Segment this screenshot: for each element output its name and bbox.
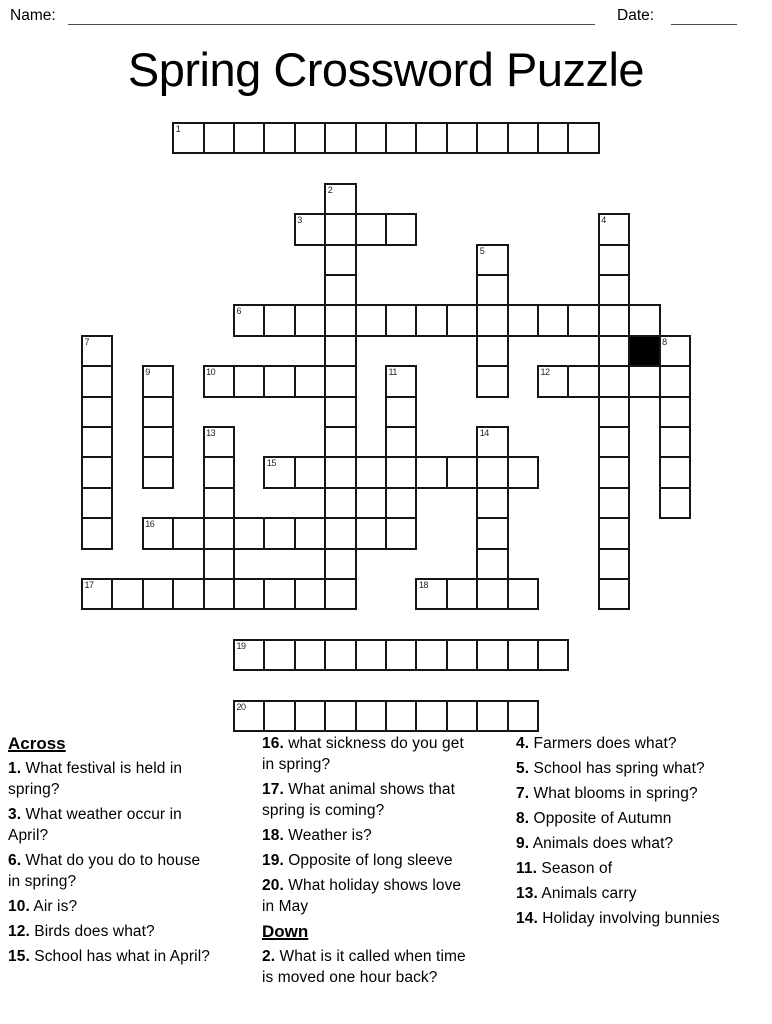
grid-cell-r6-c10[interactable] xyxy=(385,304,417,336)
grid-cell-r12-c13[interactable] xyxy=(476,487,508,519)
cell-number-4: 4 xyxy=(601,215,606,226)
grid-cell-r14-c4[interactable] xyxy=(203,548,235,580)
cell-number-11: 11 xyxy=(388,367,397,378)
grid-cell-r17-c9[interactable] xyxy=(355,639,387,671)
grid-cell-r15-c3[interactable] xyxy=(172,578,204,610)
grid-cell-r3-c9[interactable] xyxy=(355,213,387,245)
grid-cell-r13-c4[interactable] xyxy=(203,517,235,549)
clue-across-15: 15. School has what in April? xyxy=(8,948,210,965)
grid-cell-r7-c8[interactable] xyxy=(324,335,356,367)
grid-cell-r6-c7[interactable] xyxy=(294,304,326,336)
grid-cell-r17-c7[interactable] xyxy=(294,639,326,671)
grid-cell-r19-c10[interactable] xyxy=(385,700,417,732)
grid-cell-r11-c6[interactable] xyxy=(263,456,295,488)
grid-cell-r19-c11[interactable] xyxy=(415,700,447,732)
clue-across-3: 3. What weather occur in April? xyxy=(8,806,182,844)
grid-cell-r0-c15[interactable] xyxy=(537,122,569,154)
clue-across-17: 17. What animal shows that spring is coming? xyxy=(262,781,456,819)
clue-across-20: 20. What holiday shows love in May xyxy=(262,877,462,915)
grid-cell-r8-c13[interactable] xyxy=(476,365,508,397)
grid-cell-r0-c8[interactable] xyxy=(324,122,356,154)
grid-cell-r13-c9[interactable] xyxy=(355,517,387,549)
grid-cell-r11-c4[interactable] xyxy=(203,456,235,488)
grid-cell-r0-c3[interactable] xyxy=(172,122,204,154)
grid-cell-r19-c7[interactable] xyxy=(294,700,326,732)
grid-cell-r17-c13[interactable] xyxy=(476,639,508,671)
clue-column-1 xyxy=(8,733,248,971)
grid-cell-r15-c11[interactable] xyxy=(415,578,447,610)
date-fill-in-line[interactable] xyxy=(671,5,737,25)
grid-cell-r6-c6[interactable] xyxy=(263,304,295,336)
grid-cell-r11-c19[interactable] xyxy=(659,456,691,488)
grid-cell-r13-c0[interactable] xyxy=(81,517,113,549)
grid-cell-r15-c2[interactable] xyxy=(142,578,174,610)
clues-across-header: Across xyxy=(8,734,66,753)
grid-cell-r6-c13[interactable] xyxy=(476,304,508,336)
cell-number-6: 6 xyxy=(236,306,242,317)
grid-cell-r17-c10[interactable] xyxy=(385,639,417,671)
grid-cell-r8-c19[interactable] xyxy=(659,365,691,397)
clue-down-8: 8. Opposite of Autumn xyxy=(516,810,672,827)
cell-number-15: 15 xyxy=(266,458,276,469)
grid-cell-r0-c9[interactable] xyxy=(355,122,387,154)
grid-cell-r12-c4[interactable] xyxy=(203,487,235,519)
grid-cell-r8-c8[interactable] xyxy=(324,365,356,397)
grid-cell-r10-c19[interactable] xyxy=(659,426,691,458)
grid-cell-r11-c17[interactable] xyxy=(598,456,630,488)
cell-number-18: 18 xyxy=(418,580,428,590)
grid-cell-r3-c17[interactable] xyxy=(598,213,630,245)
clue-down-5: 5. School has spring what? xyxy=(516,760,705,777)
grid-cell-r8-c0[interactable] xyxy=(81,365,113,397)
clue-across-19: 19. Opposite of long sleeve xyxy=(262,852,453,869)
grid-cell-r6-c9[interactable] xyxy=(355,304,387,336)
grid-cell-r19-c13[interactable] xyxy=(476,700,508,732)
grid-cell-r13-c6[interactable] xyxy=(263,517,295,549)
grid-cell-r10-c4[interactable] xyxy=(203,426,235,458)
grid-cell-r0-c12[interactable] xyxy=(446,122,478,154)
grid-cell-r13-c10[interactable] xyxy=(385,517,417,549)
grid-cell-r6-c8[interactable] xyxy=(324,304,356,336)
grid-cell-r7-c0[interactable] xyxy=(81,335,113,367)
grid-cell-r8-c17[interactable] xyxy=(598,365,630,397)
clue-down-9: 9. Animals does what? xyxy=(516,835,674,852)
grid-cell-r7-c17[interactable] xyxy=(598,335,630,367)
grid-cell-r15-c6[interactable] xyxy=(263,578,295,610)
crossword-grid xyxy=(81,122,692,733)
grid-cell-r3-c8[interactable] xyxy=(324,213,356,245)
grid-cell-r13-c3[interactable] xyxy=(172,517,204,549)
grid-cell-r15-c1[interactable] xyxy=(111,578,143,610)
grid-cell-r9-c17[interactable] xyxy=(598,396,630,428)
grid-cell-r4-c17[interactable] xyxy=(598,244,630,276)
grid-cell-r13-c17[interactable] xyxy=(598,517,630,549)
grid-cell-r17-c8[interactable] xyxy=(324,639,356,671)
clue-down-14: 14. Holiday involving bunnies xyxy=(516,910,720,927)
grid-cell-r15-c5[interactable] xyxy=(233,578,265,610)
grid-cell-r10-c17[interactable] xyxy=(598,426,630,458)
grid-cell-r4-c13[interactable] xyxy=(476,244,508,276)
black-cell-r7-c18 xyxy=(628,335,660,367)
cell-number-16: 16 xyxy=(145,519,155,530)
grid-cell-r12-c0[interactable] xyxy=(81,487,113,519)
grid-cell-r17-c6[interactable] xyxy=(263,639,295,671)
grid-cell-r11-c8[interactable] xyxy=(324,456,356,488)
grid-cell-r4-c8[interactable] xyxy=(324,244,356,276)
grid-cell-r6-c15[interactable] xyxy=(537,304,569,336)
grid-cell-r8-c15[interactable] xyxy=(537,365,569,397)
grid-cell-r10-c13[interactable] xyxy=(476,426,508,458)
grid-cell-r0-c16[interactable] xyxy=(567,122,599,154)
grid-cell-r9-c10[interactable] xyxy=(385,396,417,428)
grid-cell-r14-c17[interactable] xyxy=(598,548,630,580)
grid-cell-r9-c2[interactable] xyxy=(142,396,174,428)
grid-cell-r8-c7[interactable] xyxy=(294,365,326,397)
cell-number-17: 17 xyxy=(84,580,94,590)
clues-down-header: Down xyxy=(262,922,309,941)
grid-cell-r2-c8[interactable] xyxy=(324,183,356,215)
grid-cell-r12-c19[interactable] xyxy=(659,487,691,519)
cell-number-8: 8 xyxy=(662,336,667,347)
grid-cell-r6-c11[interactable] xyxy=(415,304,447,336)
grid-cell-r15-c14[interactable] xyxy=(507,578,539,610)
grid-cell-r13-c13[interactable] xyxy=(476,517,508,549)
grid-cell-r10-c0[interactable] xyxy=(81,426,113,458)
grid-cell-r13-c2[interactable] xyxy=(142,517,174,549)
date-label: Date: xyxy=(617,7,655,24)
cell-number-1: 1 xyxy=(175,124,181,134)
cell-number-12: 12 xyxy=(540,367,550,378)
grid-cell-r11-c10[interactable] xyxy=(385,456,417,488)
grid-cell-r11-c13[interactable] xyxy=(476,456,508,488)
grid-cell-r5-c13[interactable] xyxy=(476,274,508,306)
grid-cell-r0-c7[interactable] xyxy=(294,122,326,154)
grid-cell-r6-c5[interactable] xyxy=(233,304,265,336)
grid-cell-r17-c15[interactable] xyxy=(537,639,569,671)
grid-cell-r15-c13[interactable] xyxy=(476,578,508,610)
grid-cell-r15-c17[interactable] xyxy=(598,578,630,610)
cell-number-7: 7 xyxy=(84,336,90,347)
grid-cell-r0-c14[interactable] xyxy=(507,122,539,154)
grid-cell-r19-c5[interactable] xyxy=(233,700,265,732)
clue-down-4: 4. Farmers does what? xyxy=(516,735,677,752)
grid-cell-r8-c16[interactable] xyxy=(567,365,599,397)
grid-cell-r17-c14[interactable] xyxy=(507,639,539,671)
grid-cell-r3-c7[interactable] xyxy=(294,213,326,245)
grid-cell-r13-c8[interactable] xyxy=(324,517,356,549)
grid-cell-r10-c2[interactable] xyxy=(142,426,174,458)
grid-cell-r6-c14[interactable] xyxy=(507,304,539,336)
clue-across-16: 16. what sickness do you get in spring? xyxy=(262,735,464,773)
clue-across-6: 6. What do you do to house in spring? xyxy=(8,852,201,890)
grid-cell-r0-c10[interactable] xyxy=(385,122,417,154)
cell-number-9: 9 xyxy=(145,367,150,378)
grid-cell-r0-c11[interactable] xyxy=(415,122,447,154)
grid-cell-r5-c17[interactable] xyxy=(598,274,630,306)
grid-cell-r15-c4[interactable] xyxy=(203,578,235,610)
grid-cell-r13-c5[interactable] xyxy=(233,517,265,549)
grid-cell-r8-c10[interactable] xyxy=(385,365,417,397)
clue-column-3 xyxy=(516,733,766,933)
grid-cell-r14-c13[interactable] xyxy=(476,548,508,580)
grid-cell-r0-c6[interactable] xyxy=(263,122,295,154)
name-label: Name: xyxy=(10,7,56,24)
grid-cell-r10-c10[interactable] xyxy=(385,426,417,458)
grid-cell-r8-c18[interactable] xyxy=(628,365,660,397)
grid-cell-r5-c8[interactable] xyxy=(324,274,356,306)
grid-cell-r8-c4[interactable] xyxy=(203,365,235,397)
cell-number-14: 14 xyxy=(479,428,489,438)
grid-cell-r9-c19[interactable] xyxy=(659,396,691,428)
grid-cell-r19-c8[interactable] xyxy=(324,700,356,732)
grid-cell-r6-c18[interactable] xyxy=(628,304,660,336)
grid-cell-r15-c8[interactable] xyxy=(324,578,356,610)
cell-number-5: 5 xyxy=(479,245,485,256)
clue-across-1: 1. What festival is held in spring? xyxy=(8,760,183,798)
clue-down-13: 13. Animals carry xyxy=(516,885,637,902)
grid-cell-r9-c8[interactable] xyxy=(324,396,356,428)
cell-number-19: 19 xyxy=(236,640,246,651)
grid-cell-r7-c19[interactable] xyxy=(659,335,691,367)
clue-across-12: 12. Birds does what? xyxy=(8,923,155,940)
clue-down-7: 7. What blooms in spring? xyxy=(516,785,698,802)
grid-cell-r19-c12[interactable] xyxy=(446,700,478,732)
grid-cell-r14-c8[interactable] xyxy=(324,548,356,580)
grid-cell-r11-c9[interactable] xyxy=(355,456,387,488)
clue-across-10: 10. Air is? xyxy=(8,898,78,915)
grid-cell-r12-c8[interactable] xyxy=(324,487,356,519)
cell-number-3: 3 xyxy=(297,215,302,226)
grid-cell-r19-c14[interactable] xyxy=(507,700,539,732)
clue-down-2: 2. What is it called when time is moved one hour back? xyxy=(262,948,466,986)
cell-number-13: 13 xyxy=(206,428,216,438)
grid-cell-r15-c7[interactable] xyxy=(294,578,326,610)
grid-cell-r8-c2[interactable] xyxy=(142,365,174,397)
grid-cell-r12-c10[interactable] xyxy=(385,487,417,519)
cell-number-20: 20 xyxy=(236,701,246,712)
grid-cell-r11-c2[interactable] xyxy=(142,456,174,488)
grid-cell-r6-c16[interactable] xyxy=(567,304,599,336)
grid-cell-r9-c0[interactable] xyxy=(81,396,113,428)
grid-cell-r11-c14[interactable] xyxy=(507,456,539,488)
grid-cell-r0-c5[interactable] xyxy=(233,122,265,154)
grid-cell-r11-c7[interactable] xyxy=(294,456,326,488)
grid-cell-r8-c6[interactable] xyxy=(263,365,295,397)
clue-down-11: 11. Season of xyxy=(516,860,613,877)
grid-cell-r10-c8[interactable] xyxy=(324,426,356,458)
grid-cell-r19-c6[interactable] xyxy=(263,700,295,732)
grid-cell-r15-c12[interactable] xyxy=(446,578,478,610)
grid-cell-r12-c17[interactable] xyxy=(598,487,630,519)
grid-cell-r11-c12[interactable] xyxy=(446,456,478,488)
grid-cell-r6-c17[interactable] xyxy=(598,304,630,336)
grid-cell-r8-c5[interactable] xyxy=(233,365,265,397)
grid-cell-r15-c0[interactable] xyxy=(81,578,113,610)
grid-cell-r17-c5[interactable] xyxy=(233,639,265,671)
clue-across-18: 18. Weather is? xyxy=(262,827,372,844)
clue-column-2 xyxy=(262,733,506,992)
name-fill-in-line[interactable] xyxy=(68,5,595,25)
grid-cell-r0-c13[interactable] xyxy=(476,122,508,154)
grid-cell-r3-c10[interactable] xyxy=(385,213,417,245)
grid-cell-r17-c12[interactable] xyxy=(446,639,478,671)
grid-cell-r0-c4[interactable] xyxy=(203,122,235,154)
cell-number-10: 10 xyxy=(206,367,216,378)
grid-cell-r13-c7[interactable] xyxy=(294,517,326,549)
grid-cell-r17-c11[interactable] xyxy=(415,639,447,671)
grid-cell-r11-c11[interactable] xyxy=(415,456,447,488)
grid-cell-r6-c12[interactable] xyxy=(446,304,478,336)
cell-number-2: 2 xyxy=(327,184,333,195)
grid-cell-r11-c0[interactable] xyxy=(81,456,113,488)
page-title: Spring Crossword Puzzle xyxy=(127,43,645,96)
grid-cell-r19-c9[interactable] xyxy=(355,700,387,732)
grid-cell-r7-c13[interactable] xyxy=(476,335,508,367)
